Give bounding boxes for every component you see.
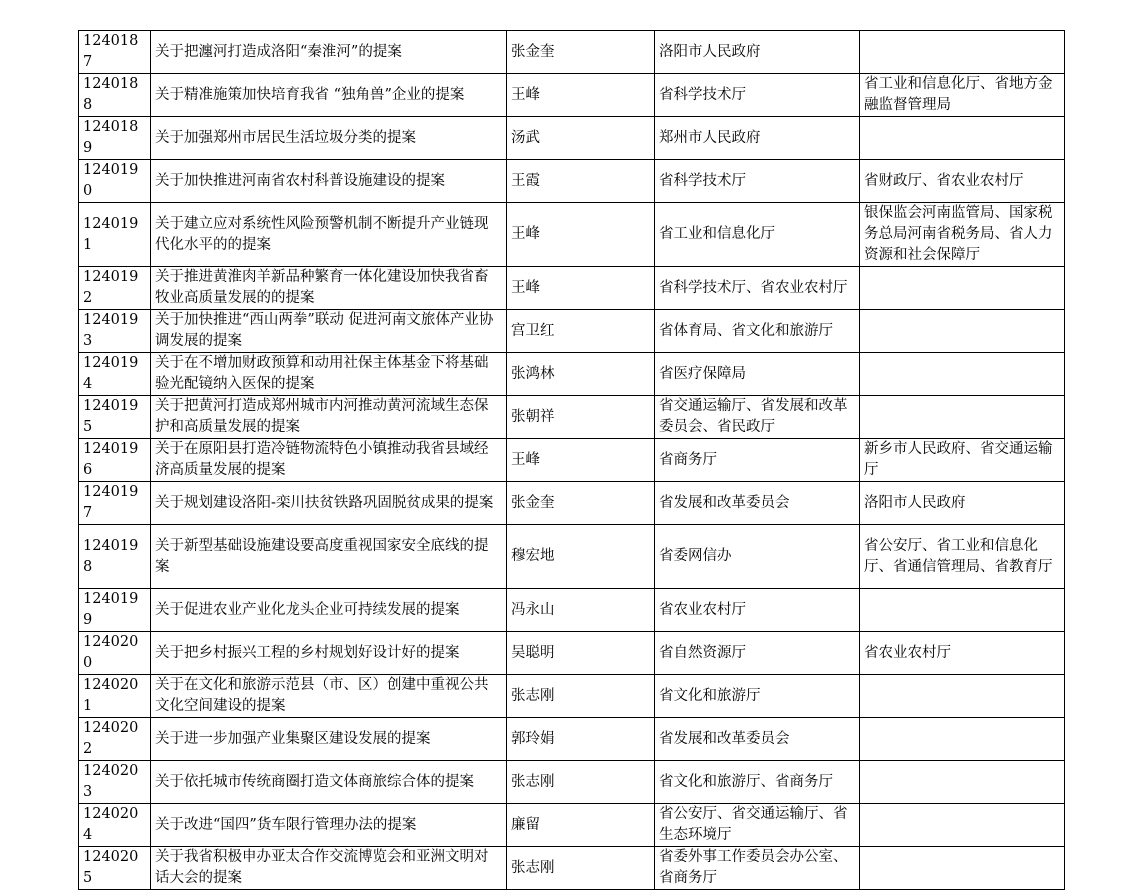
table-row xyxy=(79,718,1065,761)
lead-department: 省商务厅 xyxy=(655,439,860,482)
proposal-id: 1240196 xyxy=(79,439,151,482)
proposal-title: 关于依托城市传统商圈打造文体商旅综合体的提案 xyxy=(151,761,507,804)
co-departments: 省财政厅、省农业农村厅 xyxy=(860,160,1065,203)
table-row xyxy=(79,632,1065,675)
table-row xyxy=(79,31,1065,74)
lead-department: 省科学技术厅 xyxy=(655,74,860,117)
proposal-id: 1240198 xyxy=(79,525,151,589)
lead-department: 省医疗保障局 xyxy=(655,353,860,396)
proposal-title: 关于推进黄淮肉羊新品种繁育一体化建设加快我省畜牧业高质量发展的的提案 xyxy=(151,267,507,310)
lead-department: 省工业和信息化厅 xyxy=(655,203,860,267)
proposal-title: 关于把乡村振兴工程的乡村规划好设计好的提案 xyxy=(151,632,507,675)
lead-department: 省文化和旅游厅、省商务厅 xyxy=(655,761,860,804)
co-departments: 省工业和信息化厅、省地方金融监督管理局 xyxy=(860,74,1065,117)
proposal-title: 关于改进“国四”货车限行管理办法的提案 xyxy=(151,804,507,847)
proposer-name: 穆宏地 xyxy=(507,525,655,589)
proposal-title: 关于加强郑州市居民生活垃圾分类的提案 xyxy=(151,117,507,160)
lead-department: 省科学技术厅 xyxy=(655,160,860,203)
table-row xyxy=(79,74,1065,117)
table-row xyxy=(79,396,1065,439)
co-departments xyxy=(860,396,1065,439)
proposal-title: 关于精准施策加快培育我省 “独角兽”企业的提案 xyxy=(151,74,507,117)
proposal-id: 1240187 xyxy=(79,31,151,74)
co-departments: 新乡市人民政府、省交通运输厅 xyxy=(860,439,1065,482)
proposal-table-body xyxy=(79,31,1065,890)
table-row xyxy=(79,160,1065,203)
table-row xyxy=(79,847,1065,890)
proposal-title: 关于把黄河打造成郑州城市内河推动黄河流域生态保护和高质量发展的提案 xyxy=(151,396,507,439)
lead-department: 省自然资源厅 xyxy=(655,632,860,675)
proposal-title: 关于促进农业产业化龙头企业可持续发展的提案 xyxy=(151,589,507,632)
table-row xyxy=(79,525,1065,589)
table-row xyxy=(79,310,1065,353)
co-departments: 银保监会河南监管局、国家税务总局河南省税务局、省人力资源和社会保障厅 xyxy=(860,203,1065,267)
proposal-id: 1240188 xyxy=(79,74,151,117)
proposal-title: 关于在原阳县打造冷链物流特色小镇推动我省县域经济高质量发展的提案 xyxy=(151,439,507,482)
proposal-id: 1240193 xyxy=(79,310,151,353)
lead-department: 省农业农村厅 xyxy=(655,589,860,632)
proposer-name: 张志刚 xyxy=(507,675,655,718)
co-departments xyxy=(860,675,1065,718)
lead-department: 郑州市人民政府 xyxy=(655,117,860,160)
proposal-title: 关于在文化和旅游示范县（市、区）创建中重视公共文化空间建设的提案 xyxy=(151,675,507,718)
co-departments xyxy=(860,353,1065,396)
co-departments xyxy=(860,117,1065,160)
proposer-name: 王峰 xyxy=(507,74,655,117)
co-departments: 省农业农村厅 xyxy=(860,632,1065,675)
proposal-title: 关于我省积极申办亚太合作交流博览会和亚洲文明对话大会的提案 xyxy=(151,847,507,890)
proposal-id: 1240191 xyxy=(79,203,151,267)
proposal-title: 关于规划建设洛阳-栾川扶贫铁路巩固脱贫成果的提案 xyxy=(151,482,507,525)
proposal-id: 1240192 xyxy=(79,267,151,310)
table-row xyxy=(79,589,1065,632)
proposal-title: 关于把瀍河打造成洛阳“秦淮河”的提案 xyxy=(151,31,507,74)
co-departments xyxy=(860,804,1065,847)
proposal-id: 1240194 xyxy=(79,353,151,396)
proposal-id: 1240205 xyxy=(79,847,151,890)
co-departments xyxy=(860,718,1065,761)
proposer-name: 张鸿林 xyxy=(507,353,655,396)
co-departments xyxy=(860,267,1065,310)
proposal-id: 1240199 xyxy=(79,589,151,632)
proposal-id: 1240204 xyxy=(79,804,151,847)
table-row xyxy=(79,353,1065,396)
co-departments xyxy=(860,310,1065,353)
proposal-title: 关于加快推进“西山两拳”联动 促进河南文旅体产业协调发展的提案 xyxy=(151,310,507,353)
proposal-id: 1240195 xyxy=(79,396,151,439)
proposer-name: 王霞 xyxy=(507,160,655,203)
proposer-name: 张朝祥 xyxy=(507,396,655,439)
proposal-id: 1240189 xyxy=(79,117,151,160)
proposer-name: 张金奎 xyxy=(507,482,655,525)
table-row xyxy=(79,675,1065,718)
table-row xyxy=(79,117,1065,160)
co-departments: 洛阳市人民政府 xyxy=(860,482,1065,525)
proposer-name: 冯永山 xyxy=(507,589,655,632)
proposal-title: 关于新型基础设施建设要高度重视国家安全底线的提案 xyxy=(151,525,507,589)
proposer-name: 张志刚 xyxy=(507,761,655,804)
proposer-name: 汤武 xyxy=(507,117,655,160)
lead-department: 省公安厅、省交通运输厅、省生态环境厅 xyxy=(655,804,860,847)
proposal-title: 关于进一步加强产业集聚区建设发展的提案 xyxy=(151,718,507,761)
lead-department: 省交通运输厅、省发展和改革委员会、省民政厅 xyxy=(655,396,860,439)
co-departments xyxy=(860,847,1065,890)
co-departments: 省公安厅、省工业和信息化厅、省通信管理局、省教育厅 xyxy=(860,525,1065,589)
proposer-name: 宫卫红 xyxy=(507,310,655,353)
proposal-title: 关于在不增加财政预算和动用社保主体基金下将基础验光配镜纳入医保的提案 xyxy=(151,353,507,396)
proposer-name: 王峰 xyxy=(507,203,655,267)
proposal-id: 1240203 xyxy=(79,761,151,804)
proposal-id: 1240200 xyxy=(79,632,151,675)
proposal-id: 1240202 xyxy=(79,718,151,761)
co-departments xyxy=(860,761,1065,804)
table-row xyxy=(79,761,1065,804)
co-departments xyxy=(860,31,1065,74)
lead-department: 省文化和旅游厅 xyxy=(655,675,860,718)
co-departments xyxy=(860,589,1065,632)
proposer-name: 王峰 xyxy=(507,267,655,310)
proposer-name: 张志刚 xyxy=(507,847,655,890)
lead-department: 省体育局、省文化和旅游厅 xyxy=(655,310,860,353)
proposer-name: 廉留 xyxy=(507,804,655,847)
proposal-id: 1240201 xyxy=(79,675,151,718)
proposal-id: 1240190 xyxy=(79,160,151,203)
table-row xyxy=(79,482,1065,525)
lead-department: 省发展和改革委员会 xyxy=(655,718,860,761)
proposal-title: 关于建立应对系统性风险预警机制不断提升产业链现代化水平的的提案 xyxy=(151,203,507,267)
table-row xyxy=(79,804,1065,847)
lead-department: 洛阳市人民政府 xyxy=(655,31,860,74)
proposal-id: 1240197 xyxy=(79,482,151,525)
proposal-title: 关于加快推进河南省农村科普设施建设的提案 xyxy=(151,160,507,203)
proposer-name: 郭玲娟 xyxy=(507,718,655,761)
lead-department: 省科学技术厅、省农业农村厅 xyxy=(655,267,860,310)
proposal-table xyxy=(78,30,1065,890)
table-row xyxy=(79,203,1065,267)
proposer-name: 吴聪明 xyxy=(507,632,655,675)
lead-department: 省委外事工作委员会办公室、省商务厅 xyxy=(655,847,860,890)
proposer-name: 王峰 xyxy=(507,439,655,482)
lead-department: 省委网信办 xyxy=(655,525,860,589)
proposer-name: 张金奎 xyxy=(507,31,655,74)
lead-department: 省发展和改革委员会 xyxy=(655,482,860,525)
table-row xyxy=(79,439,1065,482)
table-row xyxy=(79,267,1065,310)
